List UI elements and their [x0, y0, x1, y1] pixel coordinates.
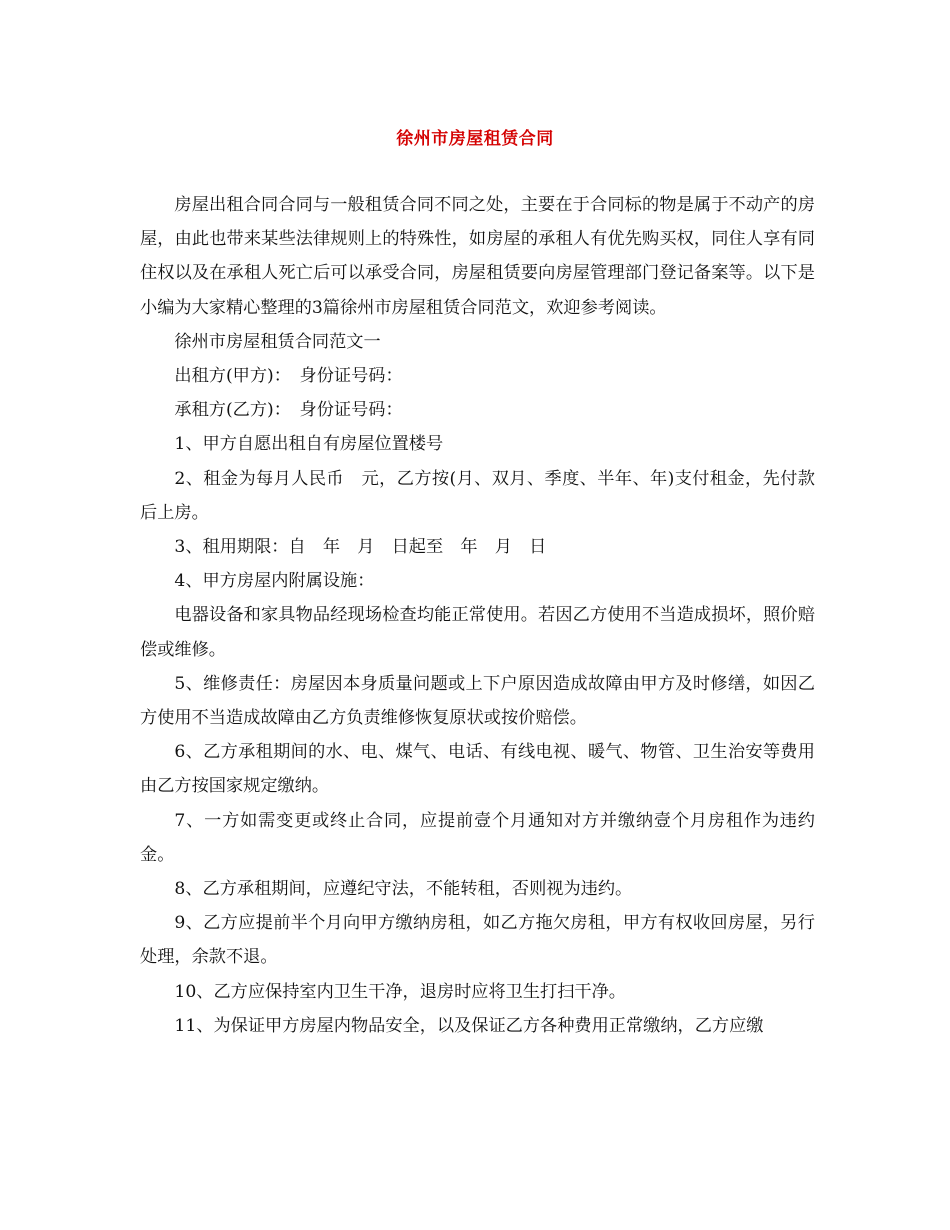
clause-11: 11、为保证甲方房屋内物品安全，以及保证乙方各种费用正常缴纳，乙方应缴 [174, 1015, 764, 1036]
intro-paragraph: 房屋出租合同合同与一般租赁合同不同之处，主要在于合同标的物是属于不动产的房屋，由此也带来某些法律规则上的特殊性，如房屋的承租人有优先购买权，同住人享有同住权以及在承租人死亡后可以承受合同，房屋租赁要向房屋管理部门登记备案等。以下是小编为大家精心整理的3篇徐州市房屋租赁合同范文，欢迎参考阅读。 [140, 195, 815, 318]
clause-2: 2、租金为每月人民币 元，乙方按(月、双月、季度、半年、年)支付租金，先付款后上房。 [140, 468, 815, 523]
section-heading: 徐州市房屋租赁合同范文一 [174, 331, 381, 352]
clause-4-detail: 电器设备和家具物品经现场检查均能正常使用。若因乙方使用不当造成损坏，照价赔偿或维修。 [140, 605, 815, 660]
clause-10: 10、乙方应保持室内卫生干净，退房时应将卫生打扫干净。 [174, 981, 626, 1002]
clause-3: 3、租用期限：自 年 月 日起至 年 月 日 [174, 537, 547, 558]
document-body [140, 188, 815, 1043]
clause-9: 9、乙方应提前半个月向甲方缴纳房租，如乙方拖欠房租，甲方有权收回房屋，另行处理，余款不退。 [140, 913, 815, 968]
clause-5: 5、维修责任：房屋因本身质量问题或上下户原因造成故障由甲方及时修缮，如因乙方使用不当造成故障由乙方负责维修恢复原状或按价赔偿。 [140, 673, 815, 729]
clause-7: 7、一方如需变更或终止合同，应提前壹个月通知对方并缴纳壹个月房租作为违约金。 [140, 810, 815, 865]
clause-8: 8、乙方承租期间，应遵纪守法，不能转租，否则视为违约。 [174, 879, 633, 900]
clause-6: 6、乙方承租期间的水、电、煤气、电话、有线电视、暖气、物管、卫生治安等费用由乙方按国家规定缴纳。 [140, 742, 815, 797]
lessee-line: 承租方(乙方)： 身份证号码： [174, 400, 403, 421]
clause-1: 1、甲方自愿出租自有房屋位置楼号 [174, 434, 444, 455]
clause-4: 4、甲方房屋内附属设施： [174, 571, 375, 592]
lessor-line: 出租方(甲方)： 身份证号码： [174, 366, 403, 387]
document-title: 徐州市房屋租赁合同 [396, 129, 554, 149]
